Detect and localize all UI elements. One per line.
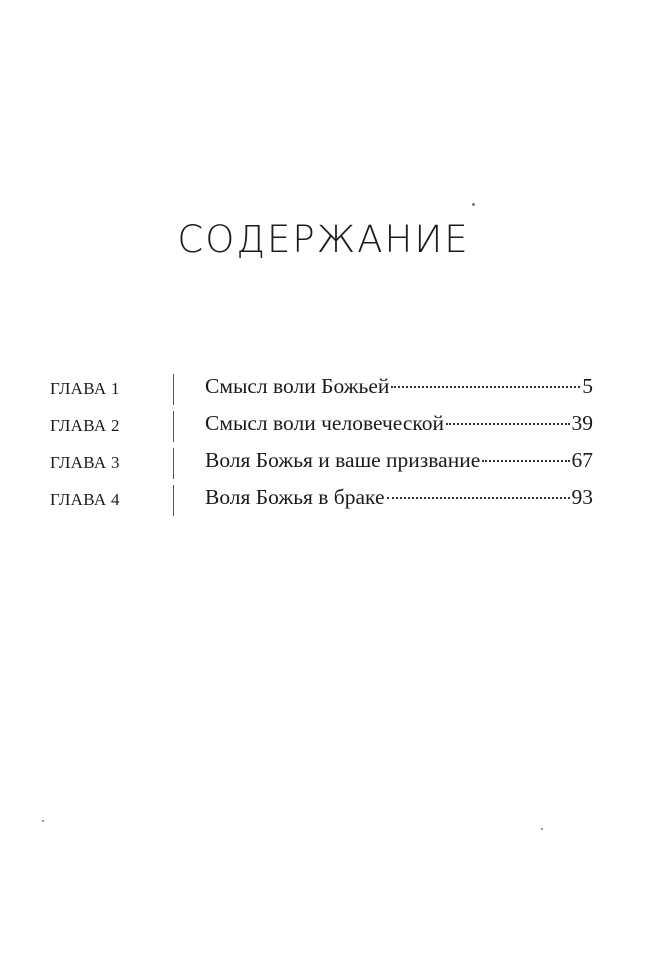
vertical-rule <box>173 448 174 479</box>
chapter-label: ГЛАВА 3 <box>50 453 120 472</box>
vertical-rule <box>173 374 174 405</box>
dot-leader <box>387 497 570 499</box>
chapter-title: Воля Божья в браке <box>205 485 385 509</box>
toc-entry[interactable] <box>205 374 593 399</box>
page-number: 67 <box>571 448 593 472</box>
page-number: 39 <box>571 411 593 435</box>
toc-row <box>0 444 647 482</box>
chapter-title: Смысл воли человеческой <box>205 411 445 435</box>
chapter-label: ГЛАВА 1 <box>50 379 120 398</box>
scan-speck <box>541 828 543 830</box>
dot-leader <box>482 460 569 462</box>
toc-row <box>0 481 647 519</box>
toc-row <box>0 370 647 408</box>
scan-speck <box>42 820 44 822</box>
chapter-title: Смысл воли Божьей <box>205 374 390 398</box>
dot-leader <box>446 423 569 425</box>
toc-entry[interactable] <box>205 485 593 510</box>
chapter-label: ГЛАВА 2 <box>50 416 120 435</box>
chapter-label: ГЛАВА 4 <box>50 490 120 509</box>
page-number: 5 <box>582 374 593 398</box>
chapter-title: Воля Божья и ваше призвание <box>205 448 481 472</box>
vertical-rule <box>173 485 174 516</box>
scan-speck <box>472 203 475 206</box>
page-title: СОДЕРЖАНИЕ <box>177 218 470 261</box>
dot-leader <box>391 386 580 388</box>
toc-entry[interactable] <box>205 448 593 473</box>
toc-entry[interactable] <box>205 411 593 436</box>
toc-row <box>0 407 647 445</box>
page-number: 93 <box>571 485 593 509</box>
vertical-rule <box>173 411 174 442</box>
